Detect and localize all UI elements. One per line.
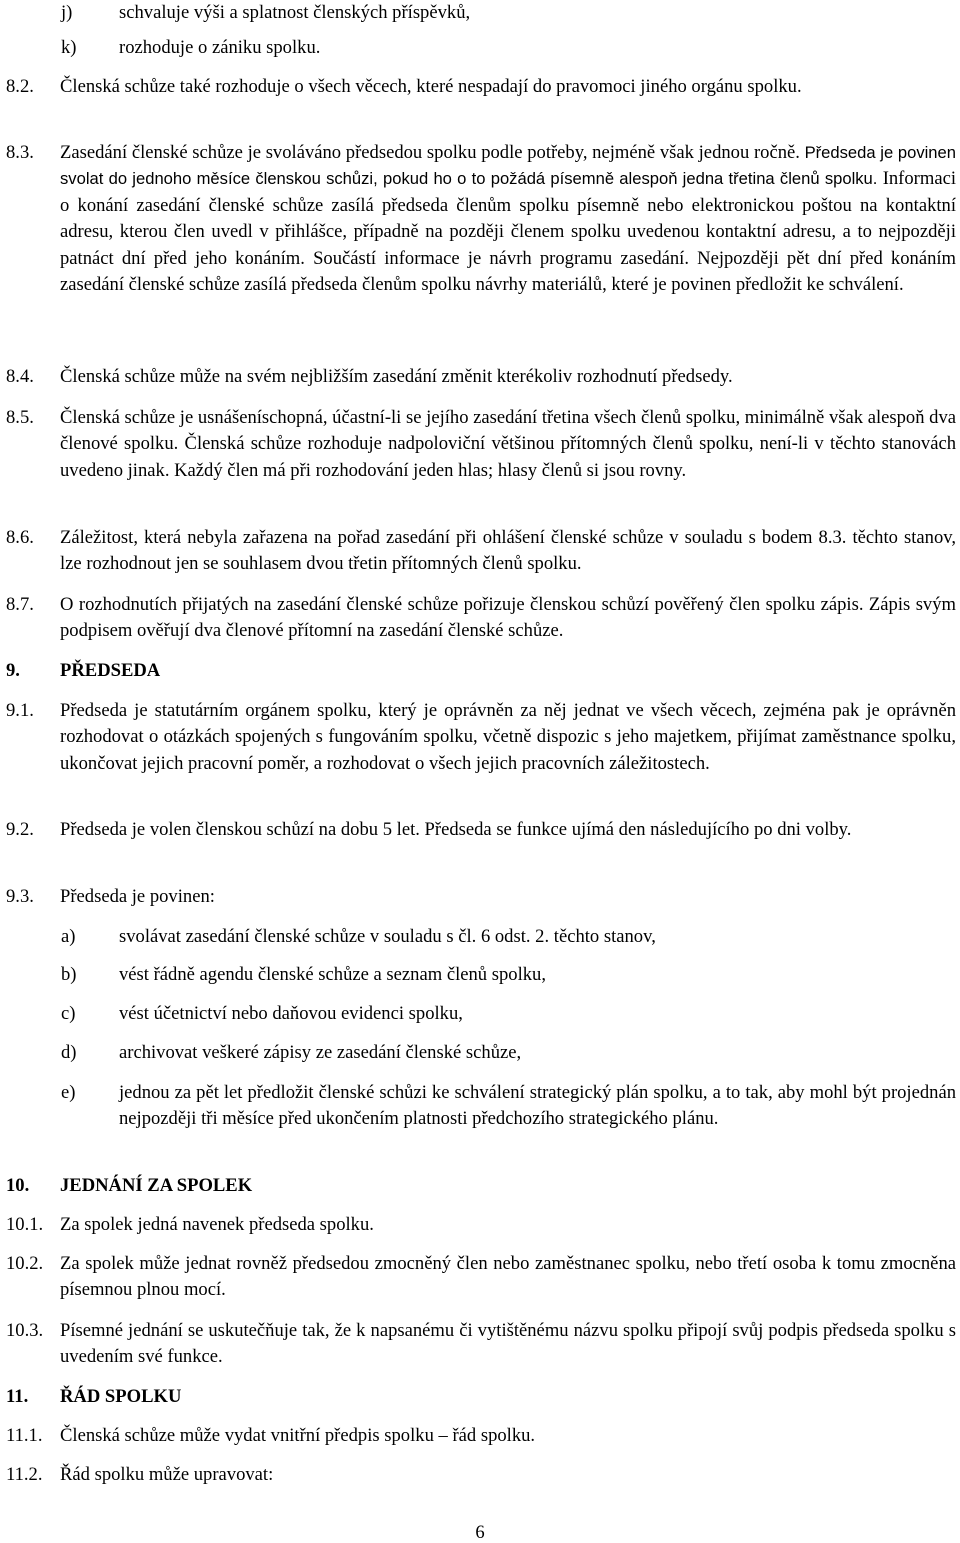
paragraph-number: 8.2. <box>6 76 34 97</box>
list-text: rozhoduje o zániku spolku. <box>119 37 321 58</box>
paragraph-text-part: Předseda je povinen svolat do jednoho měsíce členskou schůzi, pokud ho o to požádá písemně alespoň jedna třetina členů spolku. <box>60 143 956 189</box>
list-text: jednou za pět let předložit členské schůzi ke schválení strategický plán spolku, a to tak, aby mohl být projednán nejpozději tři měsíce před ukončením platnosti předchozího strategického plánu. <box>119 1082 956 1130</box>
paragraph-8-4 <box>6 364 956 390</box>
paragraph-text: Členská schůze může na svém nejbližším zasedání změnit kterékoliv rozhodnutí předsedy. <box>60 366 733 387</box>
paragraph-text: Předseda je volen členskou schůzí na dobu 5 let. Předseda se funkce ujímá den následujícího po dni volby. <box>60 819 852 840</box>
paragraph-8-5 <box>6 405 956 484</box>
heading-text: JEDNÁNÍ ZA SPOLEK <box>60 1175 253 1196</box>
paragraph-number: 10.3. <box>6 1320 44 1341</box>
paragraph-number: 10.2. <box>6 1253 44 1274</box>
list-item-b <box>61 962 956 988</box>
heading-number: 10. <box>6 1175 30 1196</box>
list-label: b) <box>61 964 77 985</box>
list-item-d <box>61 1040 956 1066</box>
paragraph-9-3 <box>6 884 956 910</box>
paragraph-text: O rozhodnutích přijatých na zasedání členské schůze pořizuje členskou schůzí pověřený člen spolku zápis. Zápis svým podpisem ověřují dva členové přítomní na zasedání členské schůze. <box>60 594 956 642</box>
paragraph-text: Řád spolku může upravovat: <box>60 1464 274 1485</box>
list-item-a <box>61 924 956 950</box>
paragraph-number: 10.1. <box>6 1214 44 1235</box>
list-label: j) <box>61 2 73 23</box>
list-label: c) <box>61 1003 76 1024</box>
paragraph-11-1 <box>6 1423 956 1449</box>
paragraph-number: 11.2. <box>6 1464 43 1485</box>
heading-text: PŘEDSEDA <box>60 660 161 681</box>
paragraph-number: 8.5. <box>6 407 34 428</box>
list-label: e) <box>61 1082 76 1103</box>
list-text: schvaluje výši a splatnost členských příspěvků, <box>119 2 471 23</box>
paragraph-text: Za spolek může jednat rovněž předsedou zmocněný člen nebo zaměstnanec spolku, nebo třetí osoba k tomu zmocněna písemnou plnou mocí. <box>60 1253 956 1301</box>
paragraph-number: 11.1. <box>6 1425 43 1446</box>
paragraph-10-1 <box>6 1212 956 1238</box>
paragraph-text: Členská schůze může vydat vnitřní předpis spolku – řád spolku. <box>60 1425 536 1446</box>
heading-number: 9. <box>6 660 20 681</box>
paragraph-number: 9.3. <box>6 886 34 907</box>
list-label: d) <box>61 1042 77 1063</box>
page-number: 6 <box>475 1522 485 1543</box>
heading-number: 11. <box>6 1386 29 1407</box>
section-heading-11 <box>6 1384 956 1410</box>
list-text: vést řádně agendu členské schůze a seznam členů spolku, <box>119 964 546 985</box>
list-item-k <box>61 35 956 61</box>
paragraph-text: Členská schůze je usnášeníschopná, účastní-li se jejího zasedání třetina všech členů spolku, minimálně však alespoň dva členové spolku. Členská schůze rozhoduje nadpoloviční většinou přítomných členů spolku, není-li v těchto stanovách uvedeno jinak. Každý člen má při rozhodování jeden hlas; hlasy členů si jsou rovny. <box>60 407 956 481</box>
paragraph-8-2 <box>6 74 956 100</box>
paragraph-8-3 <box>6 140 956 298</box>
paragraph-number: 8.7. <box>6 594 34 615</box>
paragraph-text: Předseda je statutárním orgánem spolku, který je oprávněn za něj jednat ve všech věcech, zejména pak je oprávněn rozhodovat o otázkách spojených s fungováním spolku, včetně dispozic s jeho majetkem, přijímat zaměstnance spolku, ukončovat jejich pracovní poměr, a rozhodovat o všech jejich pracovních záležitostech. <box>60 700 956 774</box>
section-heading-9 <box>6 658 956 684</box>
paragraph-10-2 <box>6 1251 956 1304</box>
paragraph-number: 9.2. <box>6 819 34 840</box>
list-label: a) <box>61 926 76 947</box>
list-item-c <box>61 1001 956 1027</box>
paragraph-text: Za spolek jedná navenek předseda spolku. <box>60 1214 374 1235</box>
paragraph-text: Záležitost, která nebyla zařazena na pořad zasedání při ohlášení členské schůze v souladu s bodem 8.3. těchto stanov, lze rozhodnout jen se souhlasem dvou třetin přítomných členů spolku. <box>60 527 956 575</box>
paragraph-text-part: Informaci o konání zasedání členské schůze zasílá předseda členům spolku písemně nebo elektronickou poštou na kontaktní adresu, kterou člen uvedl v přihlášce, případně na později členem spolku uvedenou kontaktní adresu, a to nejpozději patnáct dní před jeho konáním. Součástí informace je návrh programu zasedání. Nejpozději pět dní před konáním zasedání členské schůze zasílá předseda členům spolku návrhy materiálů, které je povinen předložit ke schválení. <box>60 168 956 296</box>
paragraph-text: Členská schůze také rozhoduje o všech věcech, které nespadají do pravomoci jiného orgánu spolku. <box>60 76 802 97</box>
paragraph-number: 8.3. <box>6 142 34 163</box>
paragraph-text <box>60 140 956 298</box>
paragraph-text: Předseda je povinen: <box>60 886 215 907</box>
paragraph-number: 8.6. <box>6 527 34 548</box>
paragraph-9-2 <box>6 817 956 843</box>
paragraph-number: 8.4. <box>6 366 34 387</box>
paragraph-8-7 <box>6 592 956 645</box>
paragraph-number: 9.1. <box>6 700 34 721</box>
paragraph-8-6 <box>6 525 956 578</box>
paragraph-10-3 <box>6 1318 956 1371</box>
list-text: archivovat veškeré zápisy ze zasedání členské schůze, <box>119 1042 522 1063</box>
paragraph-text: Písemné jednání se uskutečňuje tak, že k napsanému či vytištěnému názvu spolku připojí svůj podpis předseda spolku s uvedením své funkce. <box>60 1320 956 1368</box>
paragraph-11-2 <box>6 1462 956 1488</box>
section-heading-10 <box>6 1173 956 1199</box>
list-text: vést účetnictví nebo daňovou evidenci spolku, <box>119 1003 463 1024</box>
list-item-j <box>61 0 956 26</box>
list-label: k) <box>61 37 77 58</box>
heading-text: ŘÁD SPOLKU <box>60 1386 182 1407</box>
list-item-e <box>61 1080 956 1133</box>
paragraph-9-1 <box>6 698 956 777</box>
paragraph-text-part: Zasedání členské schůze je svoláváno předsedou spolku podle potřeby, nejméně však jednou ročně. <box>60 142 800 163</box>
list-text: svolávat zasedání členské schůze v souladu s čl. 6 odst. 2. těchto stanov, <box>119 926 656 947</box>
